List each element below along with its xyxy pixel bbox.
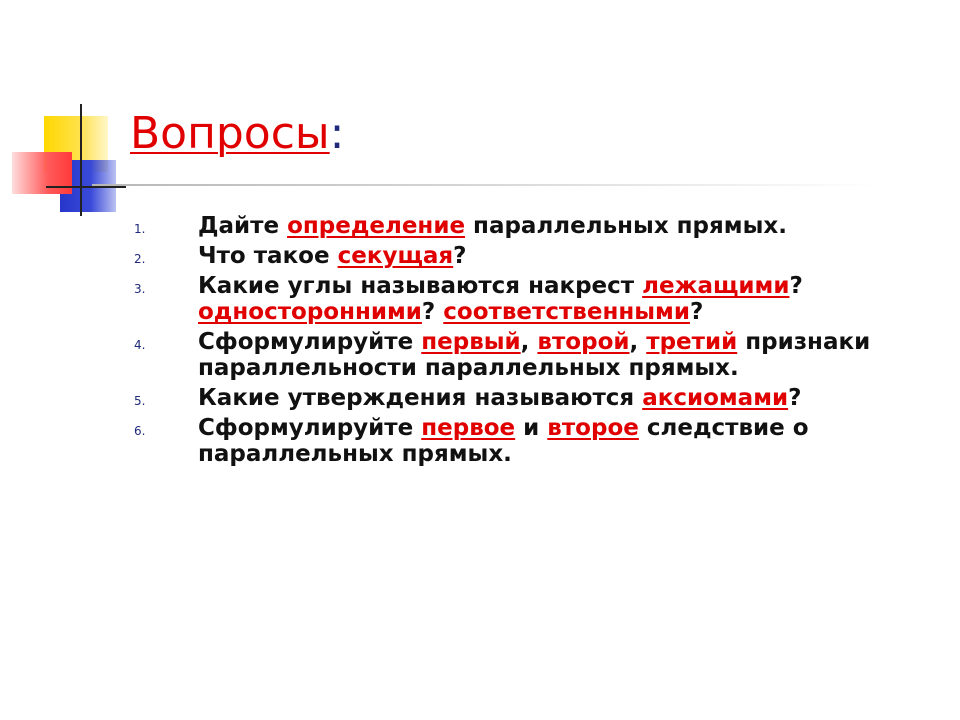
link-sootvetstvennymi[interactable]: соответственными [443, 299, 690, 325]
vertical-line [80, 104, 82, 216]
text: Что такое [198, 243, 338, 269]
item-number: 4. [134, 338, 146, 352]
horizontal-line [46, 186, 126, 188]
text: признаки параллельности параллельных прямых. [198, 329, 871, 381]
list-item [134, 415, 918, 467]
item-number: 5. [134, 394, 146, 408]
text: ? [689, 299, 704, 325]
link-tretiy[interactable]: третий [646, 329, 738, 355]
link-opredelenie[interactable]: определение [287, 213, 466, 239]
link-aksiomami[interactable]: аксиомами [642, 385, 789, 411]
link-odnostoronnimi[interactable]: односторонними [198, 299, 422, 325]
text: , [629, 329, 647, 355]
title-divider [92, 184, 882, 186]
list-item [134, 329, 918, 381]
text: следствие о параллельных прямых. [198, 415, 809, 467]
link-vtoroe[interactable]: второе [547, 415, 639, 441]
item-number: 3. [134, 282, 146, 296]
link-sekushchaya[interactable]: секущая [337, 243, 454, 269]
title-colon: : [329, 108, 345, 159]
text: Сформулируйте [198, 415, 422, 441]
text: ? [453, 243, 467, 269]
text: ? [421, 299, 444, 325]
item-number: 1. [134, 222, 146, 236]
link-lezhashchimi[interactable]: лежащими [642, 273, 790, 299]
questions-list [134, 213, 918, 471]
text: Сформулируйте [198, 329, 422, 355]
item-number: 2. [134, 252, 146, 266]
item-number: 6. [134, 424, 146, 438]
link-pervyy[interactable]: первый [421, 329, 521, 355]
text: , [520, 329, 538, 355]
text: Дайте [198, 213, 288, 239]
text: параллельных прямых. [465, 213, 787, 239]
list-item [134, 385, 918, 411]
slide-title [130, 104, 344, 164]
text: Какие углы называются накрест [198, 273, 643, 299]
list-item [134, 273, 918, 325]
title-link[interactable]: Вопросы [130, 108, 330, 159]
text: ? [789, 273, 803, 299]
list-item [134, 243, 918, 269]
text: ? [788, 385, 802, 411]
link-pervoe[interactable]: первое [421, 415, 516, 441]
link-vtoroy[interactable]: второй [537, 329, 630, 355]
text: и [515, 415, 548, 441]
corner-decoration [0, 0, 140, 220]
list-item [134, 213, 918, 239]
text: Какие утверждения называются [198, 385, 643, 411]
